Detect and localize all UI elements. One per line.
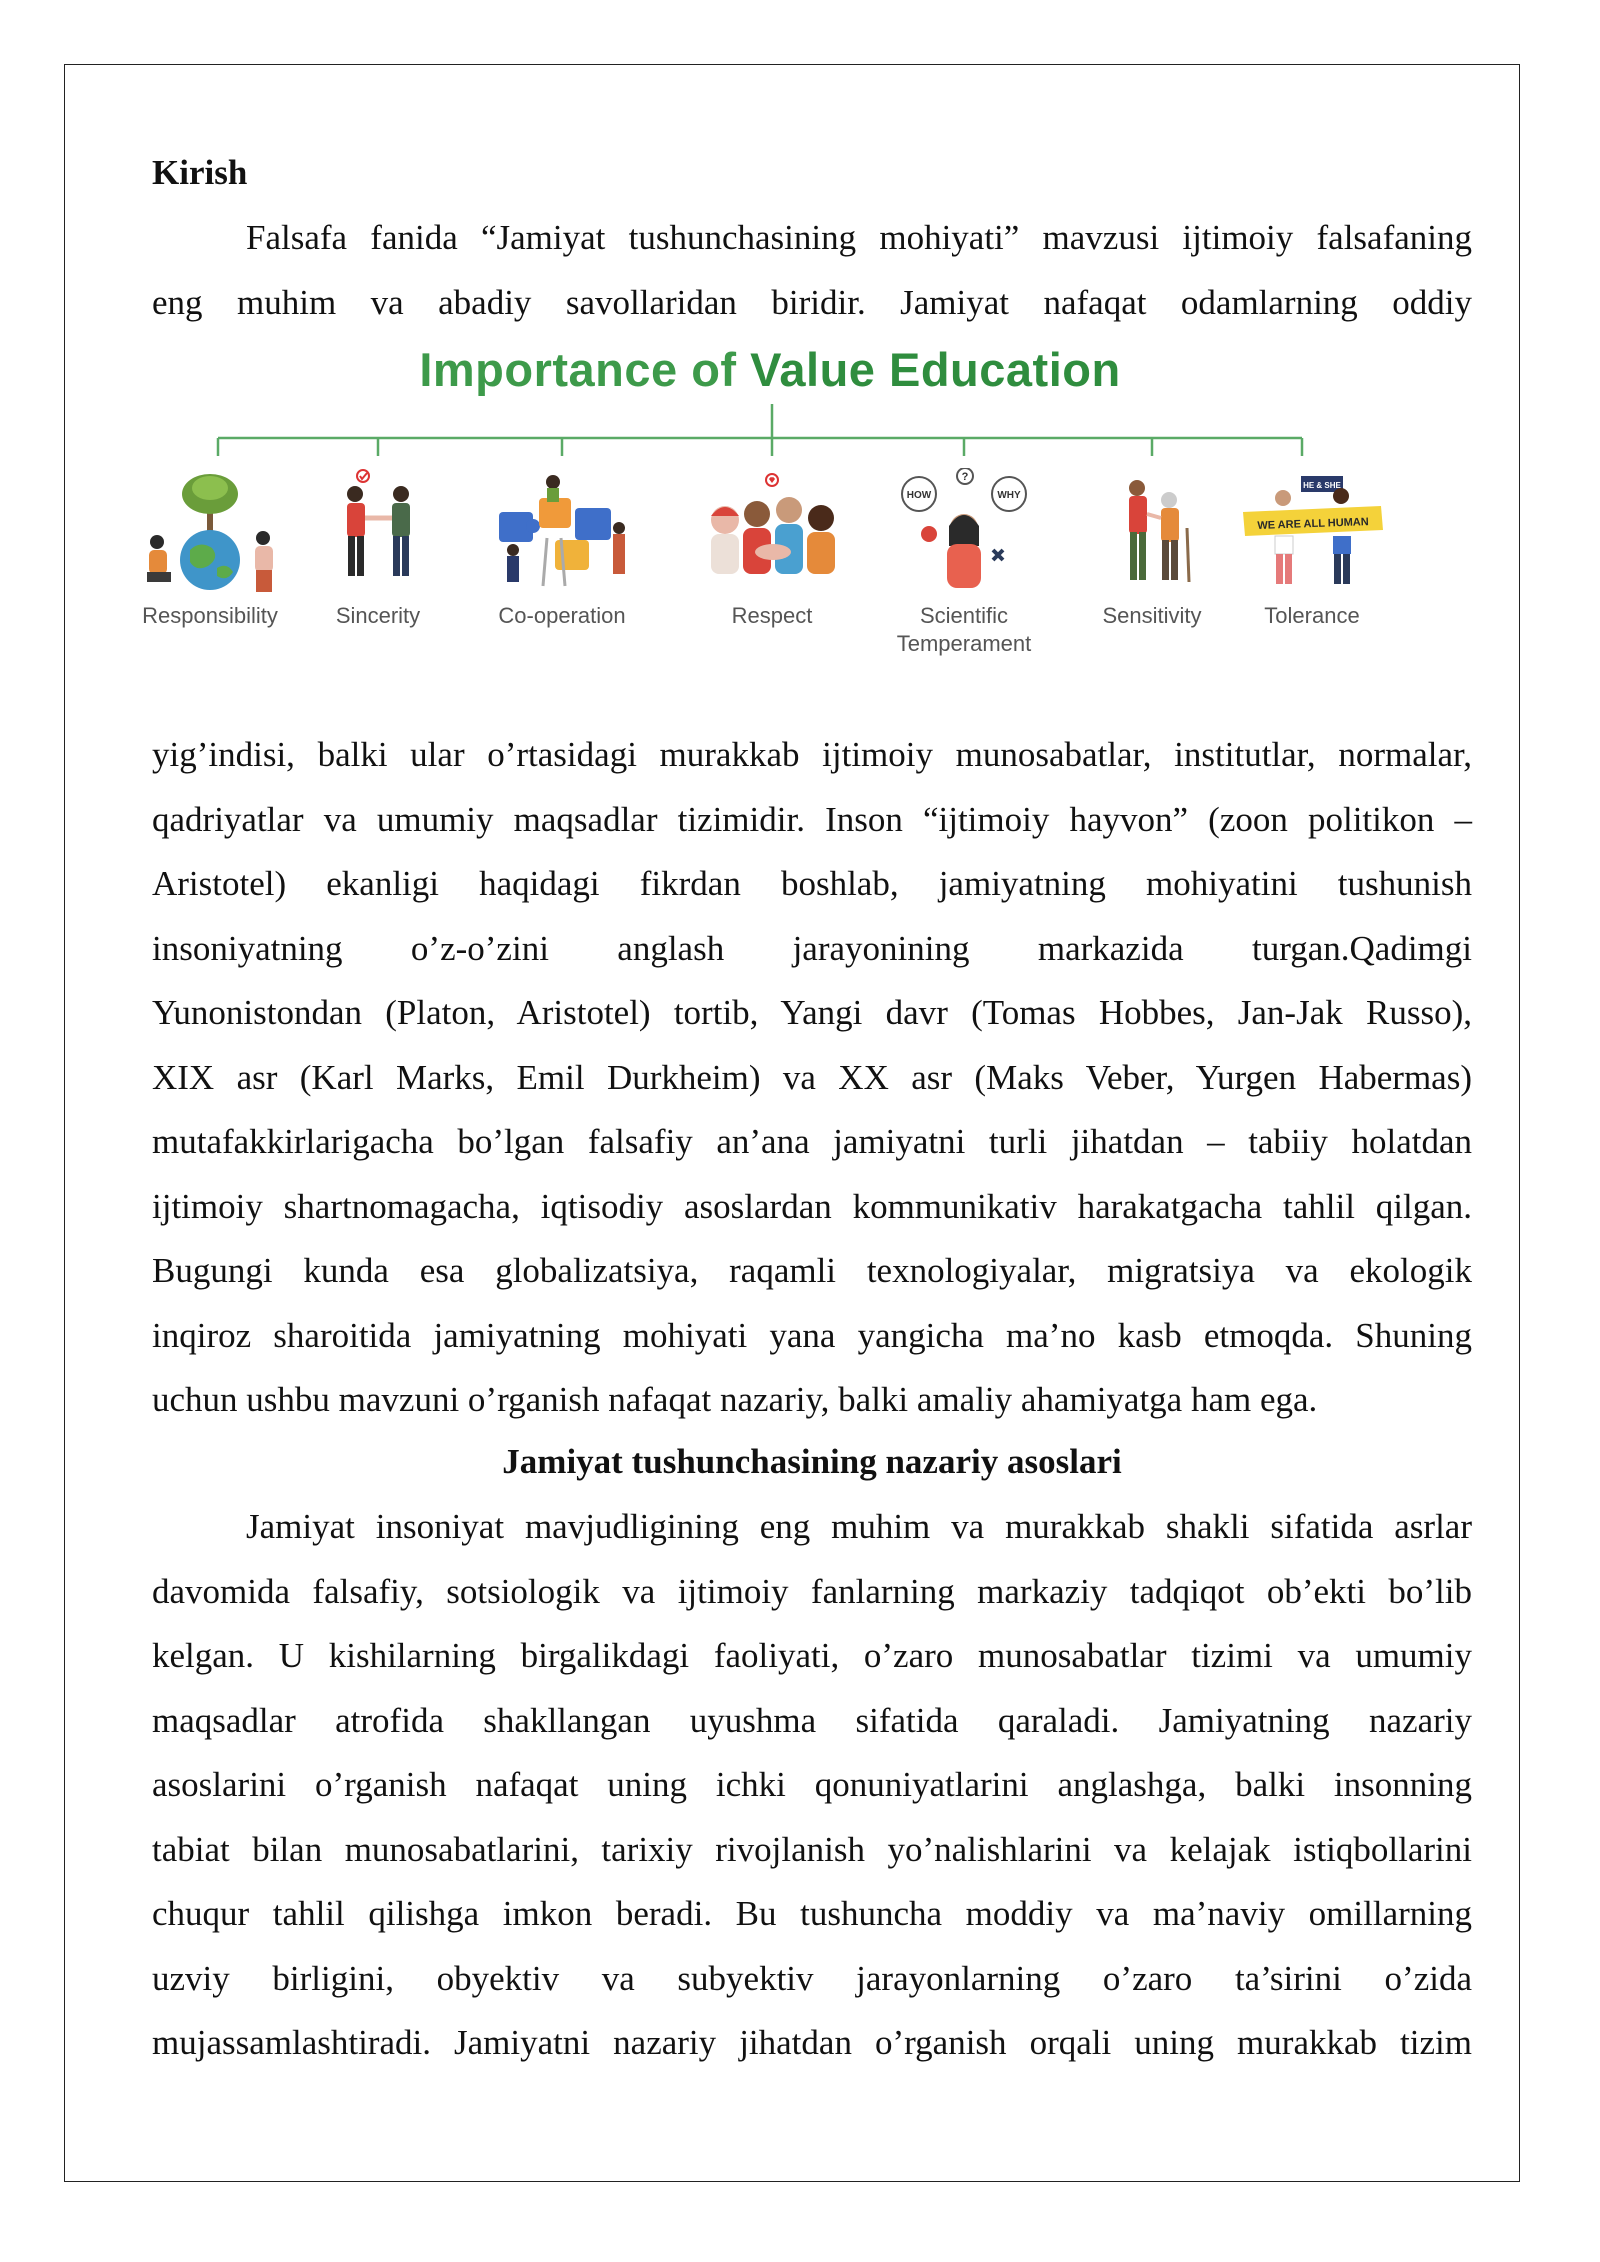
info-item-tolerance [1222,468,1402,630]
info-item-responsibility [120,468,300,630]
bubble-why-text: WHY [997,490,1021,501]
sincerity-illustration [303,468,453,598]
text-line: Falsafa fanida “Jamiyat tushunchasining mohiyati” mavzusi ijtimoiy falsafaning [246,218,1472,257]
sensitivity-illustration [1077,468,1227,598]
info-item-sensitivity [1062,468,1242,630]
info-label-tolerance: Tolerance [1264,603,1360,628]
text-line: asoslarini o’rganish nafaqat uning ichki qonuniyatlarini anglashga, balki insonning [152,1765,1472,1804]
scientific-temperament-illustration [889,468,1039,598]
text-line: mutafakkirlarigacha bo’lgan falsafiy an’ana jamiyatni turli jihatdan – tabiiy holatdan [152,1122,1472,1161]
text-line: qadriyatlar va umumiy maqsadlar tizimidir. Inson “ijtimoiy hayvon” (zoon politikon – [152,799,1472,839]
text-line: uzviy birligini, obyektiv va subyektiv jarayonlarning o’zaro ta’sirini o’zida [152,1958,1472,1998]
responsibility-illustration [135,468,285,598]
infographic-title-part2: Value Education [750,343,1121,396]
bubble-how-text: HOW [906,490,932,501]
text-line: Aristotel) ekanligi haqidagi fikrdan boshlab, jamiyatning mohiyatini tushunish [152,864,1472,903]
text-line: eng muhim va abadiy savollaridan biridir. Jamiyat nafaqat odamlarning oddiy [152,282,1472,322]
info-item-sincerity [288,468,468,630]
infographic-connector-tree [120,340,1420,480]
section-paragraph [152,1495,1472,2076]
text-line: Jamiyat insoniyat mavjudligining eng muhim va murakkab shakli sifatida asrlar [246,1507,1472,1546]
text-line: chuqur tahlil qilishga imkon beradi. Bu tushuncha moddiy va ma’naviy omillarning [152,1894,1472,1933]
section-heading: Jamiyat tushunchasining nazariy asoslari [502,1442,1122,1481]
value-education-infographic [120,340,1420,680]
text-line: yig’indisi, balki ular o’rtasidagi murakkab ijtimoiy munosabatlar, institutlar, normalar, [152,735,1472,774]
intro-paragraph-top [152,206,1472,335]
info-label-scientific: Scientific [919,603,1009,628]
text-line: ijtimoiy shartnomagacha, iqtisodiy asoslardan kommunikativ harakatgacha tahlil qilgan. [152,1186,1472,1226]
text-line: Bugungi kunda esa globalizatsiya, raqamli texnologiyalar, migratsiya va ekologik [152,1251,1472,1290]
text-line: davomida falsafiy, sotsiologik va ijtimoiy fanlarning markaziy tadqiqot ob’ekti bo’lib [152,1571,1472,1611]
info-item-scientific-temperament [874,468,1054,658]
info-label-co-operation: Co-operation [498,603,626,628]
text-line: inqiroz sharoitida jamiyatning mohiyati yana yangicha ma’no kasb etmoqda. Shuning [152,1315,1472,1355]
text-line: maqsadlar atrofida shakllangan uyushma sifatida qaraladi. Jamiyatning nazariy [152,1700,1472,1740]
info-label-sensitivity: Sensitivity [1102,603,1202,628]
text-line: XIX asr (Karl Marks, Emil Durkheim) va XX asr (Maks Veber, Yurgen Habermas) [152,1057,1472,1097]
intro-heading: Kirish [152,153,248,192]
info-label-responsibility: Responsibility [142,603,278,628]
text-line: Yunonistondan (Platon, Aristotel) tortib, Yangi davr (Tomas Hobbes, Jan-Jak Russo), [152,993,1472,1032]
tolerance-illustration [1237,468,1387,598]
info-label-sincerity: Sincerity [335,603,421,628]
info-item-respect [682,468,862,630]
info-label-respect: Respect [731,603,813,628]
info-label-temperament: Temperament [896,631,1032,656]
tolerance-sign-text: HE & SHE [1303,481,1341,490]
tolerance-banner-text: WE ARE ALL HUMAN [1257,516,1369,532]
respect-illustration [697,468,847,598]
text-line: tabiat bilan munosabatlarini, tarixiy rivojlanish yo’nalishlarini va kelajak istiqbollarini [152,1829,1472,1869]
infographic-title-part1: Importance of [419,343,751,396]
co-operation-illustration [487,468,637,598]
text-line: mujassamlashtiradi. Jamiyatni nazariy jihatdan o’rganish orqali uning murakkab tizim [152,2023,1472,2062]
text-line: insoniyatning o’z-o’zini anglash jarayonining markazida turgan.Qadimgi [152,928,1472,968]
bubble-q-text: ? [961,471,969,483]
intro-paragraph-bottom [152,723,1472,1433]
text-line: kelgan. U kishilarning birgalikdagi faoliyati, o’zaro munosabatlar tizimi va umumiy [152,1636,1472,1675]
text-line: uchun ushbu mavzuni o’rganish nafaqat nazariy, balki amaliy ahamiyatga ham ega. [152,1380,1318,1419]
info-item-co-operation [472,468,652,630]
